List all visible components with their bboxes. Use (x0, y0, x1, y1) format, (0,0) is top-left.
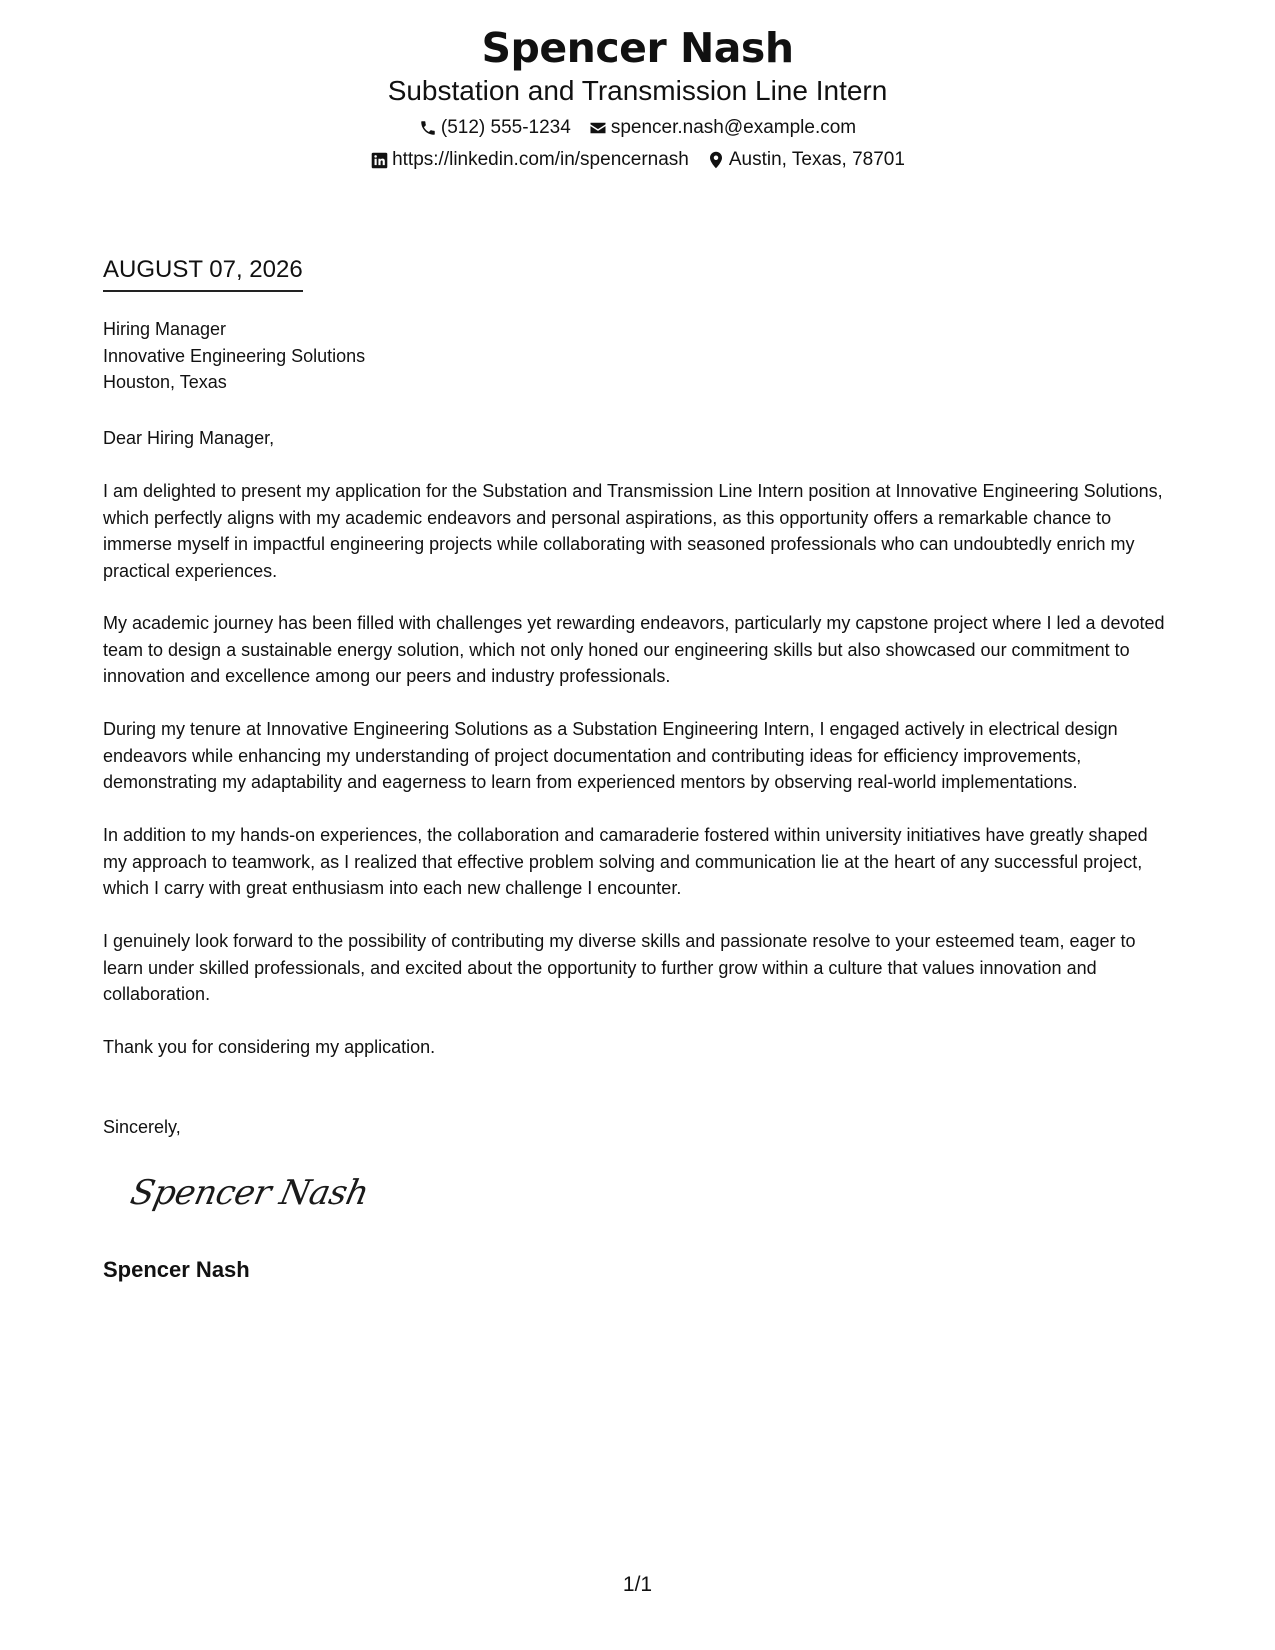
phone-number: (512) 555-1234 (440, 117, 571, 138)
svg-text:Spencer Nash: Spencer Nash (127, 1173, 373, 1213)
envelope-icon (589, 119, 607, 137)
resume-header (0, 22, 1275, 172)
contact-linkedin[interactable] (370, 148, 689, 172)
letter-date: AUGUST 07, 2026 (103, 255, 303, 292)
closing-line: Sincerely, (103, 1117, 181, 1137)
body-paragraph: I genuinely look forward to the possibility of contributing my diverse skills and passionate resolve to your esteemed team, eager to learn under skilled professionals, and excited about the opportunity to further grow within a culture that values innovation and collaboration. (103, 931, 1136, 1004)
contact-email[interactable] (589, 116, 856, 140)
linkedin-url[interactable]: https://linkedin.com/in/spencernash (392, 149, 689, 170)
applicant-job-title: Substation and Transmission Line Intern (387, 75, 888, 106)
salutation: Dear Hiring Manager, (103, 428, 275, 448)
body-paragraph: In addition to my hands-on experiences, the collaboration and camaraderie fostered within university initiatives have greatly shaped my approach to teamwork, as I realized that effective problem solving and communication lie at the heart of any successful project, which I carry with great enthusiasm into each new challenge I encounter. (103, 825, 1148, 898)
handwritten-signature (125, 1166, 373, 1218)
recipient-block (103, 316, 1175, 396)
body-paragraph: During my tenure at Innovative Engineering Solutions as a Substation Engineering Intern, I engaged actively in electrical design endeavors while enhancing my understanding of project documentation and contributing ideas for efficiency improvements, demonstrating my adaptability and eagerness to learn from experienced mentors by observing real-world implementations. (103, 719, 1118, 792)
recipient-name: Hiring Manager (103, 319, 227, 339)
applicant-name: Spencer Nash (481, 24, 794, 72)
phone-icon (419, 119, 437, 137)
thank-you-line: Thank you for considering my application. (103, 1037, 436, 1057)
contact-row-primary (0, 116, 1275, 140)
body-paragraph: My academic journey has been filled with challenges yet rewarding endeavors, particularly my capstone project where I led a devoted team to design a sustainable energy solution, which not only honed our engineering skills but also showcased our commitment to innovation and excellence among our peers and industry professionals. (103, 613, 1165, 686)
recipient-company: Innovative Engineering Solutions (103, 345, 366, 366)
signer-name: Spencer Nash (103, 1257, 250, 1282)
signature-image (125, 1166, 373, 1218)
body-paragraph: I am delighted to present my application for the Substation and Transmission Line Intern position at Innovative Engineering Solutions, which perfectly aligns with my academic endeavors and personal aspirations, as this opportunity offers a remarkable chance to immerse myself in impactful engineering projects while collaborating with seasoned professionals who can undoubtedly enrich my practical experiences. (103, 481, 1163, 581)
contact-location (707, 148, 905, 172)
contact-row-secondary (0, 148, 1275, 172)
page-number: 1/1 (622, 1573, 653, 1596)
email-address[interactable]: spencer.nash@example.com (610, 117, 857, 138)
recipient-location: Houston, Texas (103, 372, 227, 392)
location-text: Austin, Texas, 78701 (728, 149, 905, 170)
linkedin-icon (370, 151, 388, 169)
map-pin-icon (707, 151, 725, 169)
contact-phone (419, 116, 571, 140)
